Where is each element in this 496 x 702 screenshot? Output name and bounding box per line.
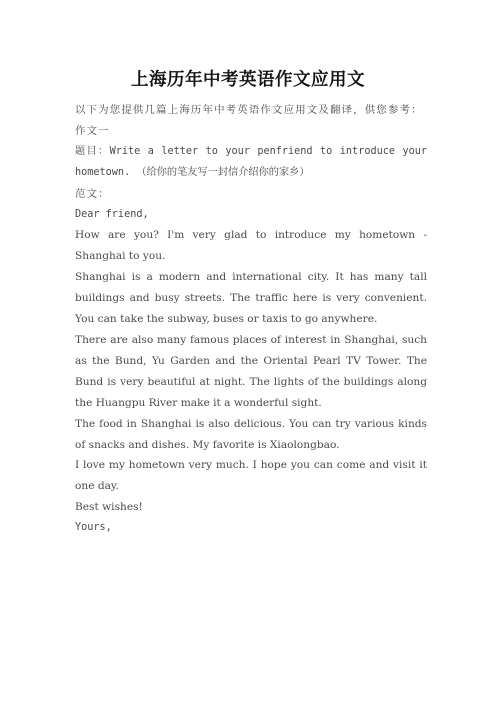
letter-paragraph: The food in Shanghai is also delicious. You can try various kinds of snacks and dishes. My favorite is Xiaolongbao.: [75, 417, 427, 451]
essay-label: 作文一: [75, 124, 110, 137]
letter-paragraph: There are also many famous places of interest in Shanghai, such as the Bund, Yu Garden and the Oriental Pearl TV Tower. The Bund is very beautiful at night. The lights of the buildings along the Huangpu River make it a wonderful sight.: [75, 333, 427, 409]
letter-paragraph: I love my hometown very much. I hope you can come and visit it one day.: [75, 459, 427, 493]
essay-topic: 题目：Write a letter to your penfriend to introduce your hometown. （给你的笔友写一封信介绍你的家乡）: [75, 145, 427, 178]
document-body: [75, 100, 427, 539]
letter-paragraph: How are you? I'm very glad to introduce my hometown - Shanghai to you.: [75, 229, 427, 263]
letter-signoff: Yours,: [75, 522, 112, 534]
letter-salutation: Dear friend,: [75, 208, 149, 220]
intro-text: 以下为您提供几篇上海历年中考英语作文应用文及翻译，供您参考：: [75, 104, 423, 116]
sample-label: 范文：: [75, 187, 110, 200]
page-title: 上海历年中考英语作文应用文: [131, 70, 365, 90]
letter-paragraph: Shanghai is a modern and international city. It has many tall buildings and busy streets. The traffic here is very convenient. You can take the subway, buses or taxis to go anywhere.: [75, 271, 427, 326]
letter-closing: Best wishes!: [75, 501, 143, 514]
